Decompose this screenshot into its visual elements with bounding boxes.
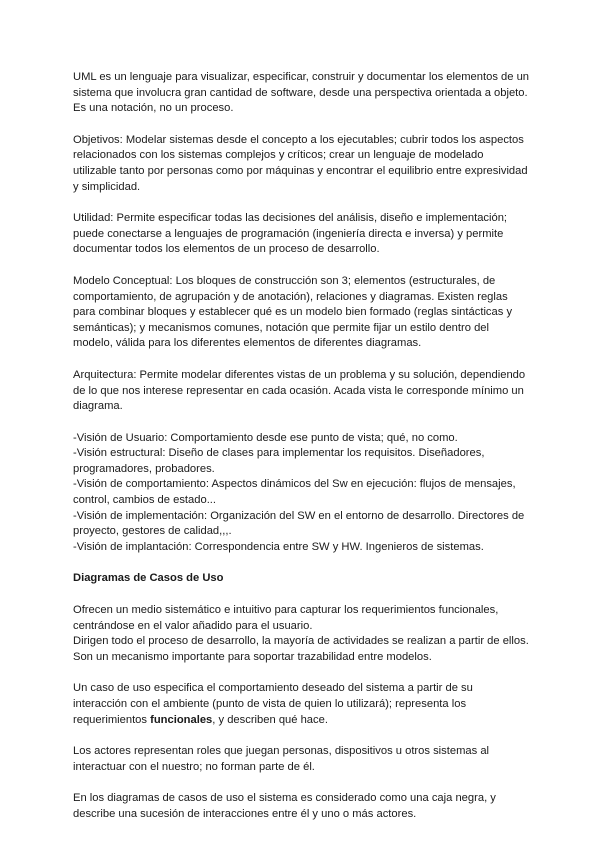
- vistas-list: [73, 431, 530, 556]
- vista-estructural: -Visión estructural: Diseño de clases para implementar los requisitos. Diseñadores, programadores, probadores.: [73, 447, 485, 475]
- mecanismo-paragraph: Son un mecanismo importante para soportar trazabilidad entre modelos.: [73, 650, 432, 663]
- vista-implementacion: -Visión de implementación: Organización del SW en el entorno de desarrollo. Directores de proyecto, gestores de calidad,,,.: [73, 509, 525, 538]
- modelo-conceptual-paragraph: Modelo Conceptual: Los bloques de construcción son 3; elementos (estructurales, de comportamiento, de agrupación y de anotación), relaciones y diagramas. Existen reglas para combinar bloques y establecer qué es un modelo bien formado (reglas sintácticas y semánticas); y mecanismos comunes, notación que permite fijar un estilo dentro del modelo, válida para los diferentes elementos de diferentes diagramas.: [73, 274, 513, 350]
- dirigen-paragraph: Dirigen todo el proceso de desarrollo, la mayoría de actividades se realizan a partir de ellos.: [73, 635, 529, 648]
- ofrecen-block: [73, 603, 530, 665]
- uml-paragraph: UML es un lenguaje para visualizar, especificar, construir y documentar los elementos de un sistema que involucra gran cantidad de software, desde una perspectiva orientada a objeto. Es una notación, no un proceso.: [73, 71, 530, 115]
- caso-text-start: Un caso de uso especifica el comportamiento deseado del sistema a partir de su interacción con el ambiente (punto de vista de quien lo utilizará); representa los requerimientos: [73, 682, 473, 726]
- caso-text-end: , y describen qué hace.: [212, 713, 328, 726]
- funcionales-bold: funcionales: [150, 713, 213, 726]
- vista-usuario: -Visión de Usuario: Comportamiento desde ese punto de vista; qué, no como.: [73, 431, 458, 444]
- section-heading-casos-de-uso: Diagramas de Casos de Uso: [73, 572, 224, 585]
- objetivos-paragraph: Objetivos: Modelar sistemas desde el concepto a los ejecutables; cubrir todos los aspectos relacionados con los sistemas complejos y críticos; crear un lenguaje de modelado utilizable tanto por personas como por máquinas y encontrar el equilibrio entre expresividad y simplicidad.: [73, 133, 528, 193]
- vista-comportamiento: -Visión de comportamiento: Aspectos dinámicos del Sw en ejecución: flujos de mensajes, control, cambios de estado...: [73, 478, 516, 507]
- utilidad-paragraph: Utilidad: Permite especificar todas las decisiones del análisis, diseño e implementación; puede conectarse a lenguajes de programación (ingeniería directa e inversa) y permite documentar todos los elementos de un proceso de desarrollo.: [73, 212, 508, 256]
- vista-implantacion: -Visión de implantación: Correspondencia entre SW y HW. Ingenieros de sistemas.: [73, 540, 484, 553]
- caja-negra-paragraph: En los diagramas de casos de uso el sistema es considerado como una caja negra, y describe una sucesión de interacciones entre él y uno o más actores.: [73, 792, 496, 820]
- arquitectura-paragraph: Arquitectura: Permite modelar diferentes vistas de un problema y su solución, dependiendo de lo que nos interese representar en cada ocasión. Acada vista le corresponde mínimo un diagrama.: [73, 368, 526, 413]
- ofrecen-paragraph: Ofrecen un medio sistemático e intuitivo para capturar los requerimientos funcionales, centrándose en el valor añadido para el usuario.: [73, 604, 499, 632]
- actores-paragraph: Los actores representan roles que juegan personas, dispositivos u otros sistemas al interactuar con el nuestro; no forman parte de él.: [73, 745, 490, 773]
- caso-de-uso-paragraph: [73, 681, 530, 728]
